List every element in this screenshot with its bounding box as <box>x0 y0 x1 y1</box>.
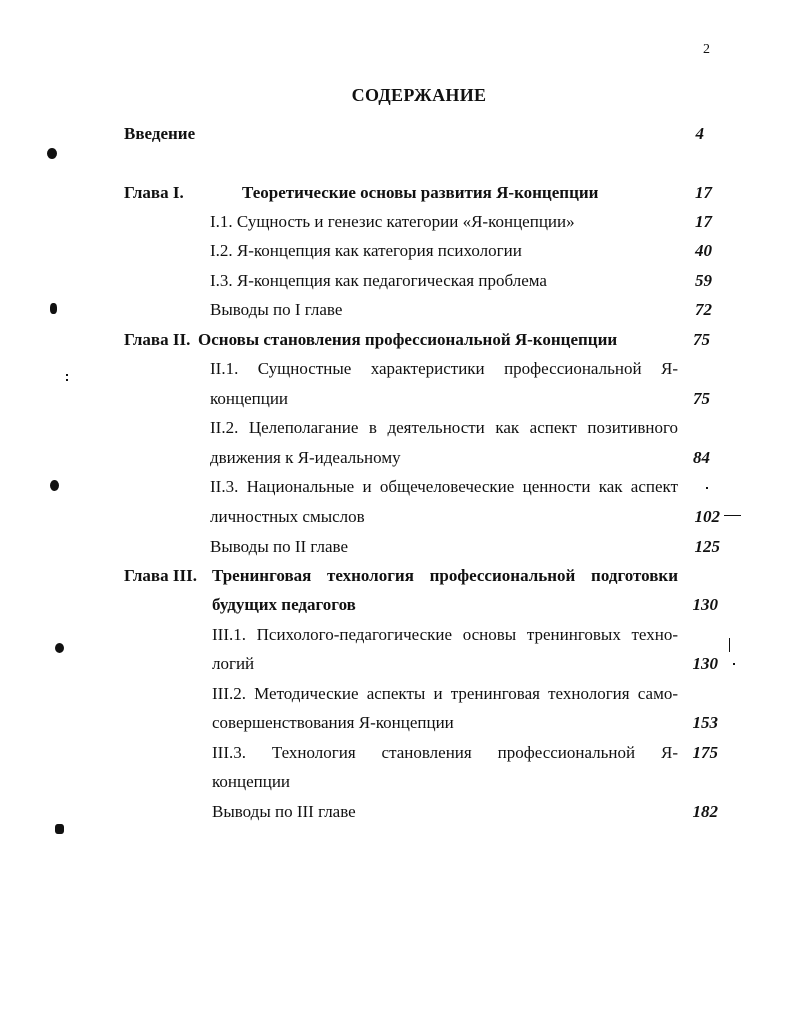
binder-hole-mark <box>55 643 64 653</box>
chapter-title: Основы становления профессиональной Я-концепции <box>198 330 618 349</box>
toc-page-number: 102 <box>694 507 720 526</box>
toc-section: I.1. Сущность и генезис категории «Я-концепции» <box>210 212 575 231</box>
toc-conclusion: Выводы по III главе <box>212 802 356 821</box>
toc-section-line: логий <box>212 654 255 673</box>
scan-speck <box>706 487 708 489</box>
toc-section-line: концепции <box>210 389 289 408</box>
toc-label: Введение <box>124 124 196 143</box>
chapter-title: Теоретические основы развития Я-концепции <box>242 183 599 202</box>
toc-page-number: 17 <box>695 183 712 202</box>
toc-section-line: III.2. Методические аспекты и тренинговая технология само- <box>212 684 678 703</box>
toc-page-number: 75 <box>693 389 710 408</box>
toc-page-number: 72 <box>695 300 712 319</box>
scan-speck <box>66 374 68 376</box>
toc-section-line: III.1. Психолого-педагогические основы тренинговых техно- <box>212 625 678 644</box>
toc-page-number: 125 <box>694 537 720 556</box>
scan-speck <box>733 663 735 665</box>
toc-page-number: 17 <box>695 212 712 231</box>
toc-page-number: 153 <box>692 713 718 732</box>
binder-hole-mark <box>47 148 57 159</box>
toc-section-line: II.3. Национальные и общечеловеческие ценности как аспект <box>210 477 678 496</box>
toc-page-number: 4 <box>695 124 704 143</box>
toc-section-line: личностных смыслов <box>210 507 365 526</box>
toc-page-number: 59 <box>695 271 712 290</box>
toc-page-number: 182 <box>692 802 718 821</box>
toc-page-number: 175 <box>692 743 718 762</box>
page-number: 2 <box>703 42 710 57</box>
scan-speck <box>66 379 68 381</box>
binder-hole-mark <box>50 303 57 314</box>
toc-section: I.2. Я-концепция как категория психологии <box>210 241 522 260</box>
binder-hole-mark <box>55 824 64 834</box>
toc-page-number: 130 <box>692 595 718 614</box>
scan-dash <box>724 515 741 516</box>
toc-conclusion: Выводы по I главе <box>210 300 343 319</box>
binder-hole-mark <box>50 480 59 491</box>
toc-conclusion: Выводы по II главе <box>210 537 349 556</box>
toc-section-line: совершенствования Я-концепции <box>212 713 454 732</box>
toc-page-number: 84 <box>693 448 710 467</box>
chapter-label: Глава II. <box>124 330 191 349</box>
chapter-title: Тренинговая технология профессиональной подготовки <box>212 566 678 585</box>
page-title: СОДЕРЖАНИЕ <box>351 85 487 105</box>
toc-section-line: концепции <box>212 772 291 791</box>
toc-page-number: 75 <box>693 330 710 349</box>
scan-tick <box>729 638 730 652</box>
toc-page-number: 130 <box>692 654 718 673</box>
toc-section-line: III.3. Технология становления профессиональной Я- <box>212 743 678 762</box>
chapter-title: будущих педагогов <box>212 595 356 614</box>
toc-section-line: II.1. Сущностные характеристики профессиональной Я- <box>210 359 678 378</box>
chapter-label: Глава III. <box>124 566 197 585</box>
chapter-label: Глава I. <box>124 183 184 202</box>
toc-page-number: 40 <box>695 241 712 260</box>
toc-section-line: II.2. Целеполагание в деятельности как аспект позитивного <box>210 418 678 437</box>
toc-section-line: движения к Я-идеальному <box>210 448 401 467</box>
toc-section: I.3. Я-концепция как педагогическая проблема <box>210 271 547 290</box>
